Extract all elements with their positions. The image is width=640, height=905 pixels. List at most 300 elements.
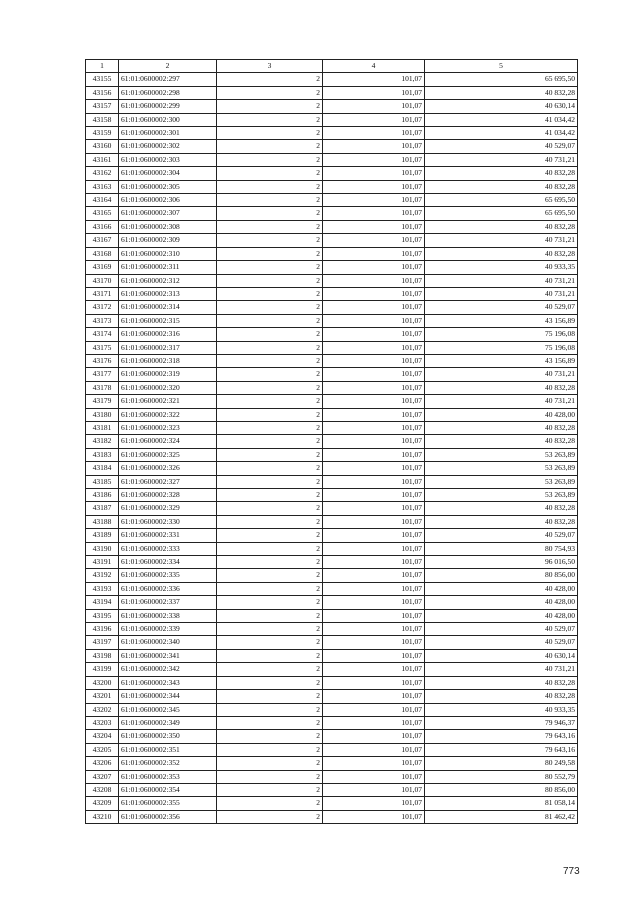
table-row: [86, 395, 578, 408]
table-row: [86, 690, 578, 703]
rate-cell: 101,07: [323, 261, 425, 274]
row-index-cell: 43177: [86, 368, 119, 381]
code-cell: 2: [217, 287, 323, 300]
value-cell: 40 731,21: [425, 395, 578, 408]
row-index-cell: 43199: [86, 663, 119, 676]
table-row: [86, 100, 578, 113]
cadastral-number-cell: 61:01:0600002:334: [119, 556, 217, 569]
row-index-cell: 43176: [86, 354, 119, 367]
code-cell: 2: [217, 448, 323, 461]
column-header-2: 2: [119, 60, 217, 73]
cadastral-number-cell: 61:01:0600002:329: [119, 502, 217, 515]
rate-cell: 101,07: [323, 569, 425, 582]
value-cell: 40 832,28: [425, 381, 578, 394]
code-cell: 2: [217, 220, 323, 233]
value-cell: 40 933,35: [425, 261, 578, 274]
rate-cell: 101,07: [323, 757, 425, 770]
table-row: [86, 435, 578, 448]
code-cell: 2: [217, 529, 323, 542]
cadastral-number-cell: 61:01:0600002:333: [119, 542, 217, 555]
value-cell: 80 754,93: [425, 542, 578, 555]
cadastral-number-cell: 61:01:0600002:321: [119, 395, 217, 408]
code-cell: 2: [217, 716, 323, 729]
table-row: [86, 502, 578, 515]
code-cell: 2: [217, 140, 323, 153]
row-index-cell: 43179: [86, 395, 119, 408]
rate-cell: 101,07: [323, 421, 425, 434]
code-cell: 2: [217, 623, 323, 636]
row-index-cell: 43163: [86, 180, 119, 193]
cadastral-number-cell: 61:01:0600002:352: [119, 757, 217, 770]
cadastral-number-cell: 61:01:0600002:354: [119, 783, 217, 796]
value-cell: 41 034,42: [425, 113, 578, 126]
rate-cell: 101,07: [323, 515, 425, 528]
cadastral-number-cell: 61:01:0600002:310: [119, 247, 217, 260]
rate-cell: 101,07: [323, 810, 425, 823]
rate-cell: 101,07: [323, 703, 425, 716]
rate-cell: 101,07: [323, 113, 425, 126]
rate-cell: 101,07: [323, 743, 425, 756]
cadastral-number-cell: 61:01:0600002:339: [119, 623, 217, 636]
value-cell: 40 832,28: [425, 515, 578, 528]
cadastral-number-cell: 61:01:0600002:355: [119, 797, 217, 810]
code-cell: 2: [217, 274, 323, 287]
row-index-cell: 43164: [86, 194, 119, 207]
cadastral-number-cell: 61:01:0600002:342: [119, 663, 217, 676]
row-index-cell: 43209: [86, 797, 119, 810]
cadastral-number-cell: 61:01:0600002:301: [119, 127, 217, 140]
code-cell: 2: [217, 86, 323, 99]
cadastral-number-cell: 61:01:0600002:304: [119, 167, 217, 180]
rate-cell: 101,07: [323, 194, 425, 207]
rate-cell: 101,07: [323, 448, 425, 461]
value-cell: 40 832,28: [425, 167, 578, 180]
code-cell: 2: [217, 783, 323, 796]
table-row: [86, 194, 578, 207]
rate-cell: 101,07: [323, 153, 425, 166]
code-cell: 2: [217, 354, 323, 367]
code-cell: 2: [217, 663, 323, 676]
row-index-cell: 43205: [86, 743, 119, 756]
value-cell: 79 643,16: [425, 730, 578, 743]
rate-cell: 101,07: [323, 287, 425, 300]
code-cell: 2: [217, 690, 323, 703]
value-cell: 40 529,07: [425, 529, 578, 542]
cadastral-number-cell: 61:01:0600002:345: [119, 703, 217, 716]
rate-cell: 101,07: [323, 770, 425, 783]
table-row: [86, 421, 578, 434]
cadastral-number-cell: 61:01:0600002:299: [119, 100, 217, 113]
table-row: [86, 475, 578, 488]
code-cell: 2: [217, 582, 323, 595]
table-row: [86, 408, 578, 421]
code-cell: 2: [217, 542, 323, 555]
cadastral-number-cell: 61:01:0600002:318: [119, 354, 217, 367]
code-cell: 2: [217, 515, 323, 528]
row-index-cell: 43196: [86, 623, 119, 636]
code-cell: 2: [217, 462, 323, 475]
table-row: [86, 636, 578, 649]
code-cell: 2: [217, 180, 323, 193]
row-index-cell: 43201: [86, 690, 119, 703]
cadastral-number-cell: 61:01:0600002:305: [119, 180, 217, 193]
code-cell: 2: [217, 207, 323, 220]
table-row: [86, 448, 578, 461]
rate-cell: 101,07: [323, 328, 425, 341]
row-index-cell: 43172: [86, 301, 119, 314]
rate-cell: 101,07: [323, 314, 425, 327]
table-row: [86, 341, 578, 354]
cadastral-number-cell: 61:01:0600002:303: [119, 153, 217, 166]
table-row: [86, 287, 578, 300]
code-cell: 2: [217, 395, 323, 408]
rate-cell: 101,07: [323, 220, 425, 233]
rate-cell: 101,07: [323, 489, 425, 502]
rate-cell: 101,07: [323, 462, 425, 475]
rate-cell: 101,07: [323, 582, 425, 595]
rate-cell: 101,07: [323, 247, 425, 260]
column-header-1: 1: [86, 60, 119, 73]
cadastral-number-cell: 61:01:0600002:315: [119, 314, 217, 327]
cadastral-number-cell: 61:01:0600002:336: [119, 582, 217, 595]
table-row: [86, 207, 578, 220]
value-cell: 43 156,89: [425, 354, 578, 367]
row-index-cell: 43203: [86, 716, 119, 729]
table-row: [86, 596, 578, 609]
table-row: [86, 783, 578, 796]
value-cell: 80 552,79: [425, 770, 578, 783]
value-cell: 40 630,14: [425, 100, 578, 113]
value-cell: 75 196,08: [425, 341, 578, 354]
cadastral-number-cell: 61:01:0600002:331: [119, 529, 217, 542]
rate-cell: 101,07: [323, 368, 425, 381]
code-cell: 2: [217, 127, 323, 140]
code-cell: 2: [217, 314, 323, 327]
cadastral-number-cell: 61:01:0600002:306: [119, 194, 217, 207]
rate-cell: 101,07: [323, 542, 425, 555]
cadastral-number-cell: 61:01:0600002:302: [119, 140, 217, 153]
rate-cell: 101,07: [323, 596, 425, 609]
value-cell: 65 695,50: [425, 207, 578, 220]
value-cell: 40 832,28: [425, 435, 578, 448]
cadastral-number-cell: 61:01:0600002:335: [119, 569, 217, 582]
code-cell: 2: [217, 328, 323, 341]
value-cell: 40 428,00: [425, 408, 578, 421]
code-cell: 2: [217, 757, 323, 770]
cadastral-number-cell: 61:01:0600002:312: [119, 274, 217, 287]
value-cell: 79 643,16: [425, 743, 578, 756]
table-row: [86, 542, 578, 555]
row-index-cell: 43194: [86, 596, 119, 609]
row-index-cell: 43185: [86, 475, 119, 488]
code-cell: 2: [217, 743, 323, 756]
code-cell: 2: [217, 194, 323, 207]
table-row: [86, 730, 578, 743]
cadastral-number-cell: 61:01:0600002:351: [119, 743, 217, 756]
rate-cell: 101,07: [323, 475, 425, 488]
rate-cell: 101,07: [323, 797, 425, 810]
value-cell: 40 731,21: [425, 368, 578, 381]
row-index-cell: 43190: [86, 542, 119, 555]
code-cell: 2: [217, 797, 323, 810]
row-index-cell: 43158: [86, 113, 119, 126]
table-row: [86, 328, 578, 341]
code-cell: 2: [217, 247, 323, 260]
rate-cell: 101,07: [323, 636, 425, 649]
value-cell: 40 428,00: [425, 582, 578, 595]
table-row: [86, 247, 578, 260]
row-index-cell: 43157: [86, 100, 119, 113]
code-cell: 2: [217, 167, 323, 180]
value-cell: 40 731,21: [425, 153, 578, 166]
value-cell: 53 263,89: [425, 489, 578, 502]
cadastral-number-cell: 61:01:0600002:340: [119, 636, 217, 649]
value-cell: 75 196,08: [425, 328, 578, 341]
table-row: [86, 140, 578, 153]
page-number: 773: [563, 866, 580, 877]
row-index-cell: 43175: [86, 341, 119, 354]
row-index-cell: 43174: [86, 328, 119, 341]
rate-cell: 101,07: [323, 207, 425, 220]
code-cell: 2: [217, 153, 323, 166]
table-row: [86, 582, 578, 595]
row-index-cell: 43208: [86, 783, 119, 796]
value-cell: 65 695,50: [425, 194, 578, 207]
code-cell: 2: [217, 810, 323, 823]
value-cell: 40 731,21: [425, 663, 578, 676]
cadastral-number-cell: 61:01:0600002:308: [119, 220, 217, 233]
table-row: [86, 770, 578, 783]
code-cell: 2: [217, 341, 323, 354]
cadastral-number-cell: 61:01:0600002:320: [119, 381, 217, 394]
rate-cell: 101,07: [323, 502, 425, 515]
cadastral-number-cell: 61:01:0600002:328: [119, 489, 217, 502]
row-index-cell: 43198: [86, 649, 119, 662]
rate-cell: 101,07: [323, 663, 425, 676]
rate-cell: 101,07: [323, 86, 425, 99]
row-index-cell: 43204: [86, 730, 119, 743]
row-index-cell: 43165: [86, 207, 119, 220]
value-cell: 79 946,37: [425, 716, 578, 729]
value-cell: 40 428,00: [425, 596, 578, 609]
cadastral-number-cell: 61:01:0600002:337: [119, 596, 217, 609]
row-index-cell: 43192: [86, 569, 119, 582]
table-row: [86, 529, 578, 542]
cadastral-number-cell: 61:01:0600002:323: [119, 421, 217, 434]
table-row: [86, 180, 578, 193]
table-row: [86, 489, 578, 502]
cadastral-number-cell: 61:01:0600002:341: [119, 649, 217, 662]
rate-cell: 101,07: [323, 274, 425, 287]
column-header-5: 5: [425, 60, 578, 73]
row-index-cell: 43169: [86, 261, 119, 274]
value-cell: 40 529,07: [425, 623, 578, 636]
code-cell: 2: [217, 649, 323, 662]
rate-cell: 101,07: [323, 73, 425, 86]
row-index-cell: 43187: [86, 502, 119, 515]
rate-cell: 101,07: [323, 167, 425, 180]
row-index-cell: 43191: [86, 556, 119, 569]
rate-cell: 101,07: [323, 676, 425, 689]
cadastral-number-cell: 61:01:0600002:344: [119, 690, 217, 703]
table-row: [86, 623, 578, 636]
row-index-cell: 43170: [86, 274, 119, 287]
row-index-cell: 43167: [86, 234, 119, 247]
rate-cell: 101,07: [323, 408, 425, 421]
table-row: [86, 797, 578, 810]
table-row: [86, 73, 578, 86]
value-cell: 81 058,14: [425, 797, 578, 810]
code-cell: 2: [217, 502, 323, 515]
column-header-4: 4: [323, 60, 425, 73]
value-cell: 40 832,28: [425, 247, 578, 260]
value-cell: 40 933,35: [425, 703, 578, 716]
code-cell: 2: [217, 261, 323, 274]
value-cell: 81 462,42: [425, 810, 578, 823]
cadastral-number-cell: 61:01:0600002:325: [119, 448, 217, 461]
rate-cell: 101,07: [323, 100, 425, 113]
value-cell: 53 263,89: [425, 462, 578, 475]
value-cell: 80 856,00: [425, 569, 578, 582]
rate-cell: 101,07: [323, 609, 425, 622]
column-header-3: 3: [217, 60, 323, 73]
code-cell: 2: [217, 408, 323, 421]
row-index-cell: 43160: [86, 140, 119, 153]
cadastral-number-cell: 61:01:0600002:311: [119, 261, 217, 274]
cadastral-number-cell: 61:01:0600002:300: [119, 113, 217, 126]
code-cell: 2: [217, 73, 323, 86]
rate-cell: 101,07: [323, 623, 425, 636]
table-row: [86, 354, 578, 367]
value-cell: 80 856,00: [425, 783, 578, 796]
row-index-cell: 43202: [86, 703, 119, 716]
row-index-cell: 43171: [86, 287, 119, 300]
rate-cell: 101,07: [323, 395, 425, 408]
row-index-cell: 43186: [86, 489, 119, 502]
cadastral-number-cell: 61:01:0600002:316: [119, 328, 217, 341]
table-row: [86, 234, 578, 247]
row-index-cell: 43159: [86, 127, 119, 140]
table-row: [86, 743, 578, 756]
value-cell: 53 263,89: [425, 475, 578, 488]
cadastral-number-cell: 61:01:0600002:327: [119, 475, 217, 488]
row-index-cell: 43210: [86, 810, 119, 823]
table-row: [86, 663, 578, 676]
table-row: [86, 153, 578, 166]
code-cell: 2: [217, 421, 323, 434]
cadastral-number-cell: 61:01:0600002:356: [119, 810, 217, 823]
value-cell: 40 832,28: [425, 421, 578, 434]
row-index-cell: 43162: [86, 167, 119, 180]
row-index-cell: 43161: [86, 153, 119, 166]
rate-cell: 101,07: [323, 730, 425, 743]
cadastral-number-cell: 61:01:0600002:343: [119, 676, 217, 689]
table-row: [86, 261, 578, 274]
table-row: [86, 167, 578, 180]
value-cell: 41 034,42: [425, 127, 578, 140]
value-cell: 40 428,00: [425, 609, 578, 622]
table-row: [86, 757, 578, 770]
table-row: [86, 810, 578, 823]
code-cell: 2: [217, 435, 323, 448]
table-row: [86, 274, 578, 287]
code-cell: 2: [217, 703, 323, 716]
value-cell: 40 731,21: [425, 287, 578, 300]
value-cell: 43 156,89: [425, 314, 578, 327]
row-index-cell: 43181: [86, 421, 119, 434]
rate-cell: 101,07: [323, 783, 425, 796]
value-cell: 53 263,89: [425, 448, 578, 461]
cadastral-number-cell: 61:01:0600002:319: [119, 368, 217, 381]
value-cell: 40 832,28: [425, 690, 578, 703]
cadastral-number-cell: 61:01:0600002:317: [119, 341, 217, 354]
row-index-cell: 43173: [86, 314, 119, 327]
value-cell: 40 832,28: [425, 676, 578, 689]
rate-cell: 101,07: [323, 354, 425, 367]
rate-cell: 101,07: [323, 140, 425, 153]
code-cell: 2: [217, 100, 323, 113]
code-cell: 2: [217, 301, 323, 314]
row-index-cell: 43193: [86, 582, 119, 595]
row-index-cell: 43184: [86, 462, 119, 475]
code-cell: 2: [217, 234, 323, 247]
cadastral-number-cell: 61:01:0600002:298: [119, 86, 217, 99]
row-index-cell: 43197: [86, 636, 119, 649]
table-row: [86, 556, 578, 569]
table-row: [86, 381, 578, 394]
code-cell: 2: [217, 475, 323, 488]
cadastral-number-cell: 61:01:0600002:326: [119, 462, 217, 475]
value-cell: 40 529,07: [425, 140, 578, 153]
row-index-cell: 43200: [86, 676, 119, 689]
row-index-cell: 43195: [86, 609, 119, 622]
value-cell: 40 630,14: [425, 649, 578, 662]
rate-cell: 101,07: [323, 341, 425, 354]
cadastral-number-cell: 61:01:0600002:324: [119, 435, 217, 448]
cadastral-number-cell: 61:01:0600002:322: [119, 408, 217, 421]
table-body: [86, 73, 578, 824]
row-index-cell: 43188: [86, 515, 119, 528]
rate-cell: 101,07: [323, 234, 425, 247]
rate-cell: 101,07: [323, 301, 425, 314]
rate-cell: 101,07: [323, 180, 425, 193]
code-cell: 2: [217, 609, 323, 622]
value-cell: 40 832,28: [425, 180, 578, 193]
cadastral-number-cell: 61:01:0600002:338: [119, 609, 217, 622]
rate-cell: 101,07: [323, 127, 425, 140]
row-index-cell: 43155: [86, 73, 119, 86]
code-cell: 2: [217, 676, 323, 689]
value-cell: 65 695,50: [425, 73, 578, 86]
row-index-cell: 43180: [86, 408, 119, 421]
table-row: [86, 609, 578, 622]
table-row: [86, 86, 578, 99]
row-index-cell: 43178: [86, 381, 119, 394]
code-cell: 2: [217, 636, 323, 649]
cadastral-number-cell: 61:01:0600002:314: [119, 301, 217, 314]
header-row: [86, 60, 578, 73]
data-table: [85, 59, 578, 824]
table-row: [86, 368, 578, 381]
table-row: [86, 716, 578, 729]
code-cell: 2: [217, 770, 323, 783]
row-index-cell: 43156: [86, 86, 119, 99]
code-cell: 2: [217, 113, 323, 126]
table-row: [86, 301, 578, 314]
value-cell: 40 529,07: [425, 301, 578, 314]
code-cell: 2: [217, 556, 323, 569]
code-cell: 2: [217, 489, 323, 502]
